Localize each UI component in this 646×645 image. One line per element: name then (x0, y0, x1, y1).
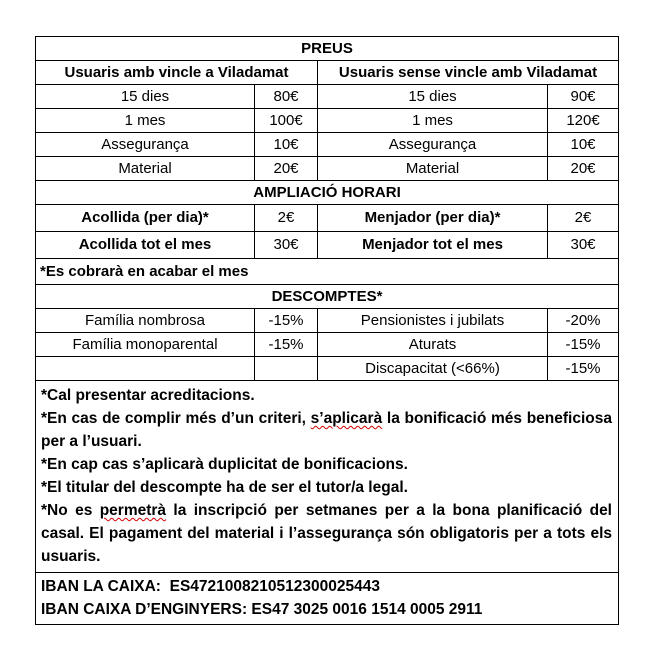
discount-value: -15% (255, 309, 318, 333)
discount-label: Família monoparental (36, 333, 255, 357)
extended-hours-title: AMPLIACIÓ HORARI (36, 181, 619, 205)
discount-label-empty (36, 357, 255, 381)
price-row (36, 109, 619, 133)
price-value: 80€ (255, 85, 318, 109)
price-label: 15 dies (36, 85, 255, 109)
price-value: 20€ (255, 157, 318, 181)
extended-hours-price: 30€ (548, 232, 619, 259)
iban-label: IBAN LA CAIXA: (41, 578, 161, 595)
discount-label: Pensionistes i jubilats (318, 309, 548, 333)
discount-value: -15% (548, 333, 619, 357)
discount-value: -20% (548, 309, 619, 333)
discounts-title-row (36, 285, 619, 309)
condition-item (41, 499, 612, 568)
extended-hours-row (36, 205, 619, 232)
group-header-with-link: Usuaris amb vincle a Viladamat (36, 61, 318, 85)
price-row (36, 85, 619, 109)
discount-value: -15% (255, 333, 318, 357)
group-header-row (36, 61, 619, 85)
condition-text: *En cas de complir més d’un criteri, (41, 410, 311, 427)
extended-hours-label: Acollida tot el mes (36, 232, 255, 259)
price-value: 10€ (255, 133, 318, 157)
extended-hours-note-row (36, 259, 619, 285)
condition-item: *El titular del descompte ha de ser el tutor/a legal. (41, 479, 408, 496)
discount-label: Aturats (318, 333, 548, 357)
price-value: 120€ (548, 109, 619, 133)
conditions-block (36, 381, 619, 573)
extended-hours-price: 30€ (255, 232, 318, 259)
discount-value: -15% (548, 357, 619, 381)
discounts-title: DESCOMPTES* (36, 285, 619, 309)
discount-row (36, 357, 619, 381)
group-header-without-link: Usuaris sense vincle amb Viladamat (318, 61, 619, 85)
condition-text: la bonificació més beneficiosa per a l’usuari. (41, 410, 612, 450)
price-value: 10€ (548, 133, 619, 157)
extended-hours-row (36, 232, 619, 259)
discount-label: Família nombrosa (36, 309, 255, 333)
price-label: Assegurança (318, 133, 548, 157)
condition-item: *Cal presentar acreditacions. (41, 387, 255, 404)
extended-hours-label: Menjador (per dia)* (318, 205, 548, 232)
price-value: 20€ (548, 157, 619, 181)
iban-value: ES4721008210512300025443 (169, 578, 380, 595)
iban-line (41, 575, 612, 598)
price-row (36, 157, 619, 181)
price-table (35, 36, 619, 625)
iban-label: IBAN CAIXA D’ENGINYERS: (41, 601, 248, 618)
price-value: 100€ (255, 109, 318, 133)
discount-row (36, 333, 619, 357)
discount-label: Discapacitat (<66%) (318, 357, 548, 381)
price-row (36, 133, 619, 157)
spellcheck-flagged-word: s’aplicarà (310, 410, 383, 427)
spellcheck-flagged-word: permetrà (99, 502, 167, 519)
price-label: 15 dies (318, 85, 548, 109)
extended-hours-price: 2€ (548, 205, 619, 232)
table-title: PREUS (36, 37, 619, 61)
extended-hours-note: *Es cobrarà en acabar el mes (36, 259, 619, 285)
price-label: 1 mes (318, 109, 548, 133)
bank-details (36, 573, 619, 625)
condition-text: la inscripció per setmanes per a la bona planificació del casal. El pagament del material i l’assegurança són obligatoris per a tots els usuaris. (41, 502, 612, 565)
bank-row (36, 573, 619, 625)
price-label: Assegurança (36, 133, 255, 157)
iban-line (41, 598, 612, 621)
extended-hours-price: 2€ (255, 205, 318, 232)
conditions-row (36, 381, 619, 573)
condition-item (41, 407, 612, 453)
condition-item: *En cap cas s’aplicarà duplicitat de bonificacions. (41, 456, 408, 473)
condition-text: *No es (41, 502, 100, 519)
iban-value: ES47 3025 0016 1514 0005 2911 (251, 601, 483, 618)
title-row (36, 37, 619, 61)
discount-row (36, 309, 619, 333)
discount-value-empty (255, 357, 318, 381)
extended-hours-label: Acollida (per dia)* (36, 205, 255, 232)
extended-hours-title-row (36, 181, 619, 205)
price-label: Material (36, 157, 255, 181)
price-value: 90€ (548, 85, 619, 109)
extended-hours-label: Menjador tot el mes (318, 232, 548, 259)
price-label: 1 mes (36, 109, 255, 133)
price-label: Material (318, 157, 548, 181)
